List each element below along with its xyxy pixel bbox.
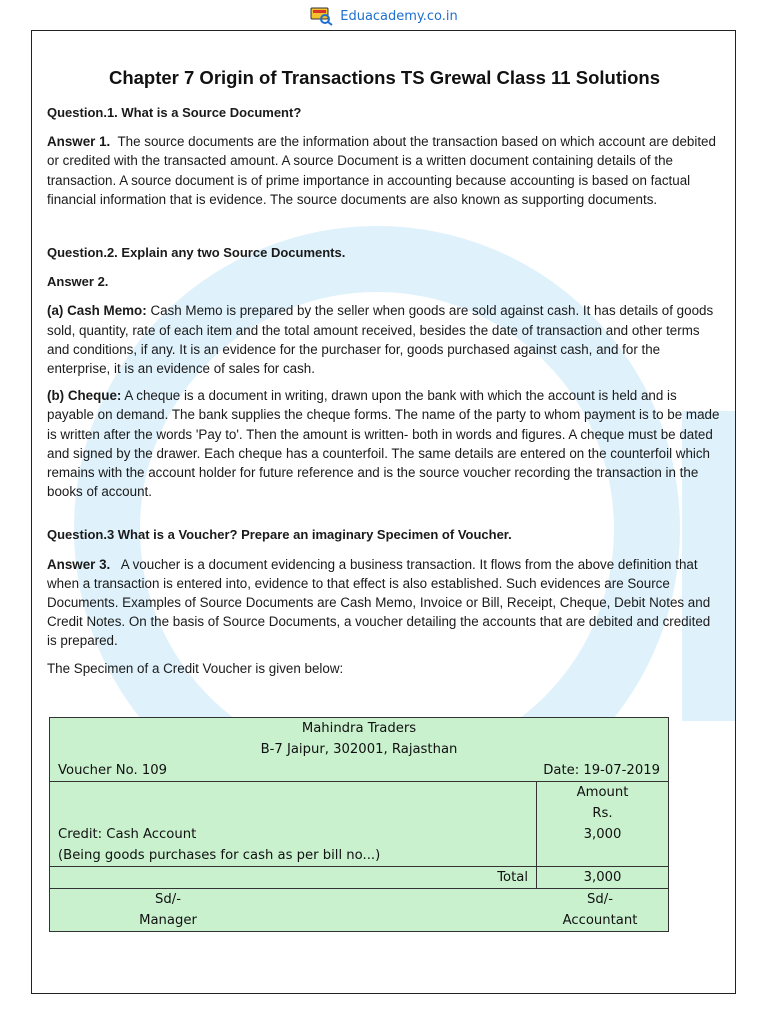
voucher-signature-cell — [50, 889, 669, 932]
question-1: Question.1. What is a Source Document? — [47, 105, 302, 120]
specimen-intro: The Specimen of a Credit Voucher is given below: — [47, 660, 344, 676]
voucher-particulars-cell — [50, 782, 537, 867]
cash-memo-label: (a) Cash Memo: — [47, 303, 147, 319]
voucher-header-cell — [50, 718, 669, 782]
accountant-sd: Sd/- — [587, 892, 613, 907]
answer-3-text: A voucher is a document evidencing a business transaction. It flows from the above definition that when a transaction is entered into, evidence to that effect is also established. Such evidences are Source Documents. Examples of Source Documents are Cash Memo, Invoice or Bill, Receipt, Cheque, Debit Notes and Credit Notes. On the basis of Source Documents, a voucher detailing the accounts that are debited and credited is prepared. — [47, 556, 711, 649]
amount-header: Amount — [576, 785, 629, 800]
document-body — [47, 67, 722, 686]
site-logo[interactable] — [310, 6, 458, 26]
answer-1-label: Answer 1. — [47, 134, 111, 150]
voucher-company: Mahindra Traders — [301, 721, 417, 736]
voucher-credit-line: Credit: Cash Account — [58, 827, 197, 842]
voucher-narration: (Being goods purchases for cash as per bill no...) — [58, 848, 381, 863]
voucher-amount-cell — [537, 782, 669, 867]
voucher-address: B-7 Jaipur, 302001, Rajasthan — [260, 742, 458, 757]
cheque-label: (b) Cheque: — [47, 388, 122, 404]
amount-value: 3,000 — [583, 827, 622, 842]
manager-sd: Sd/- — [155, 892, 181, 907]
page-title: Chapter 7 Origin of Transactions TS Grewal Class 11 Solutions — [108, 67, 661, 88]
answer-1 — [47, 132, 722, 209]
total-amount-cell: 3,000 — [537, 867, 669, 889]
site-name-link[interactable]: Eduacademy.co.in — [340, 8, 458, 24]
total-label-cell: Total — [50, 867, 537, 889]
site-header — [0, 6, 768, 28]
answer-2-label: Answer 2. — [47, 274, 109, 290]
manager-label: Manager — [139, 913, 197, 928]
question-3: Question.3 What is a Voucher? Prepare an imaginary Specimen of Voucher. — [47, 527, 512, 543]
answer-1-text: The source documents are the information about the transaction based on which account are debited or credited with the transacted amount. A source Document is a written document containing details of the transaction. A source document is of prime importance in accounting because accounting is based on factual financial information that is evidence. The source documents are also known as supporting documents. — [47, 134, 716, 207]
voucher-date: Date: 19-07-2019 — [543, 763, 660, 778]
search-doc-icon — [310, 6, 334, 26]
cheque-text: A cheque is a document in writing, drawn upon the bank with which the account is held and is payable on demand. The bank supplies the cheque forms. The name of the party to whom payment is to be made is written after the words 'Pay to'. Then the amount is written- both in words and figures. A cheque must be dated and signed by the drawer. Each cheque has a counterfoil. The same details are entered on the counterfoil which remains with the account holder for future reference and is the source voucher recording the transaction in the books of account. — [47, 388, 720, 500]
page-frame — [31, 30, 736, 994]
answer-2b — [47, 386, 722, 501]
cash-memo-text: Cash Memo is prepared by the seller when goods are sold against cash. It has details of goods sold, quantity, rate of each item and the total amount received, besides the date of transaction and other terms and conditions, if any. It is an evidence for the purchaser for, goods purchased against cash, and for the enterprise, it is an evidence of sales for cash. — [47, 303, 714, 377]
answer-2a — [47, 301, 722, 378]
accountant-label: Accountant — [562, 913, 638, 928]
answer-3-label: Answer 3. — [47, 556, 111, 572]
voucher-number: Voucher No. 109 — [58, 763, 168, 778]
answer-3 — [47, 555, 722, 651]
currency-label: Rs. — [592, 806, 613, 821]
credit-voucher-table — [49, 717, 669, 932]
question-2: Question.2. Explain any two Source Documents. — [47, 245, 346, 261]
